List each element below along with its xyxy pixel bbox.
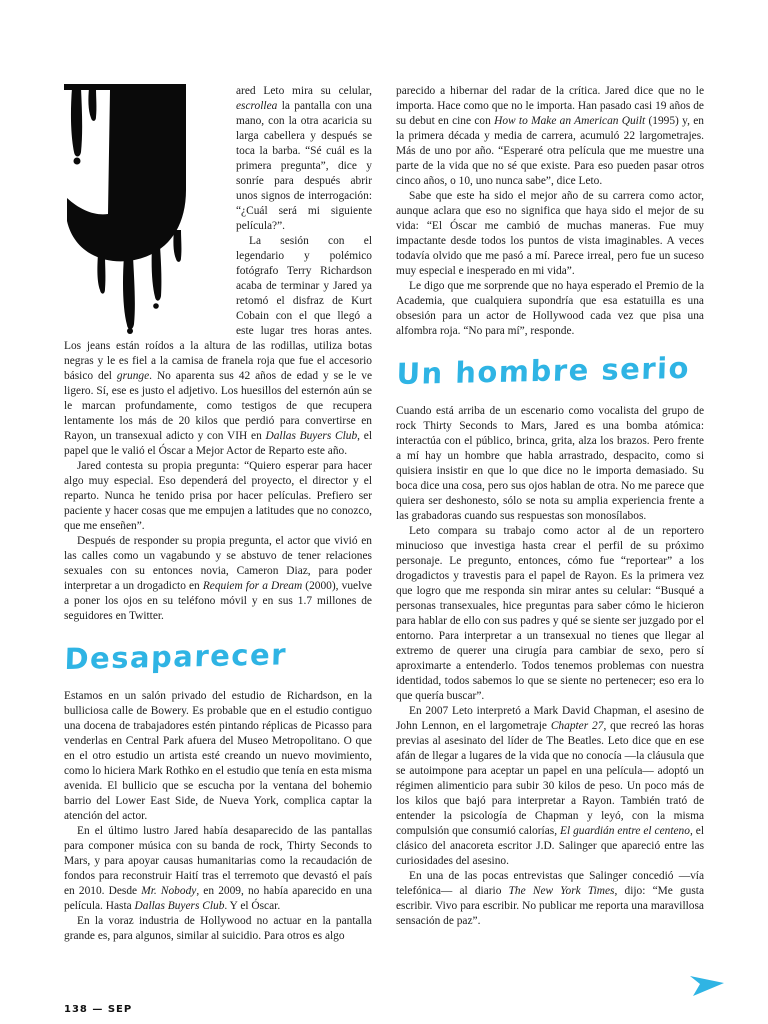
section-heading-un-hombre-serio: Un hombre serio xyxy=(395,350,691,392)
next-page-arrow-icon[interactable] xyxy=(690,972,724,998)
section-desaparecer xyxy=(64,689,372,944)
page-footer xyxy=(64,1004,132,1015)
paragraph: Después de responder su propia pregunta, el actor que vivió en las calles como un vagabundo y se abstuvo de tener relaciones sexuales con su entonces novia, Cameron Diaz, para poder interpretar a un drogadicto en Requiem for a Dream (2000), vuelve a poner los ojos en su teléfono móvil y en sus 1.7 millones de seguidores en Twitter. xyxy=(64,535,372,622)
paragraph: ared Leto mira su celular, escrollea la pantalla con una mano, con la otra acaricia su larga cabellera y después se toca la barba. “Sé cuál es la primera pregunta”, dice y sonríe para después abrir unos signos de interrogación: “¿Cuál será mi siguiente película?”. xyxy=(236,85,372,232)
paragraph: En el último lustro Jared había desaparecido de las pantallas para componer música con su banda de rock, Thirty Seconds to Mars, y para apoyar causas humanitarias como la recaudación de fondos para reconstruir Haití tras el terremoto que devastó el país en 2010. Desde Mr. Nobody, en 2009, no había aparecido en una película. Hasta Dallas Buyers Club. Y el Óscar. xyxy=(64,824,372,912)
paragraph: En 2007 Leto interpretó a Mark David Chapman, el asesino de John Lennon, en el largometraje Chapter 27, que recreó las horas previas al asesinato del líder de The Beatles. Leto dice que en ese afán de llegar a lugares de la vida que no conocía —la cláusula que se autoimpone para aceptar un papel en una película— adoptó un régimen alimenticio para subir 30 kilos de peso. Un poco más de los kilos que bajó para interpretar a Rayon. También trató de entender la psicología de Chapman y leyó, con la misma compulsión que consumió calorías, El guardián entre el centeno, el clásico del anacoreta escritor J.D. Salinger que apareció entre las curiosidades del asesino. xyxy=(396,704,704,867)
dropcap-j xyxy=(64,84,224,335)
paragraph: Cuando está arriba de un escenario como vocalista del grupo de rock Thirty Seconds to Mars, Jared es una bomba atómica: interactúa con el público, brinca, grita, alza los brazos. Pero frente a mí hay un hombre que habla arrastrado, despacito, como si quisiera insistir en que lo que dice no le importa demasiado. Su boca dice una cosa, pero sus ojos hablan de otra. No me parece que quiera ser deshonesto, sólo se nota su amplia experiencia frente a las grabadoras cuando sus respuestas son monosílabos. xyxy=(396,404,704,522)
paragraph: Le digo que me sorprende que no haya esperado el Premio de la Academia, que cualquiera supondría que esa estatuilla es una obsesión para un actor de Hollywood cada vez que pisa una alfombra roja. “No para mí”, responde. xyxy=(396,280,704,337)
continuation-section xyxy=(396,84,704,339)
paragraph: parecido a hibernar del radar de la crítica. Jared dice que no le importa. Hace como que no le importa. Han pasado casi 19 años de su debut en cine con How to Make an American Quilt (1995) y, en la primera década y media de carrera, acumuló 22 largometrajes. Más de uno por año. “Esperaré otra película que me muestre una parte de la vida que no sé que existe. Para eso pueden pasar otros cinco años, o 10, uno nunca sabe”, dice Leto. xyxy=(396,85,704,187)
column-right xyxy=(396,84,704,996)
section-heading-desaparecer: Desaparecer xyxy=(64,637,288,677)
paragraph: Sabe que este ha sido el mejor año de su carrera como actor, aunque aclara que eso no significa que haya sido el mejor de su vida: “El Óscar me cambió de muchas maneras. Fue muy impactante desde todos los puntos de vista imaginables. A veces todavía olvido que me pasó a mí. Parece irreal, pero fue un suceso muy especial e inesperado en mi vida”. xyxy=(396,190,704,277)
paragraph: La sesión con el legendario y polémico fotógrafo Terry Richardson acaba de terminar y Jared ya retomó el disfraz de Kurt Cobain con el que llegó a este lugar tres horas antes. Los jeans están roídos a la altura de las rodillas, utiliza botas negras y le es fiel a la camisa de franela roja que fue el accesorio básico del grunge. No aparenta sus 42 años de edad y se le ve ligero. Sí, ese es justo el adjetivo. Los huesillos del esternón aún se le marcan profundamente, como testigos de que recupera lentamente los más de 20 kilos que perdió para convertirse en Rayon, un transexual adicto y con VIH en Dallas Buyers Club, el papel que le valió el Óscar a Mejor Actor de Reparto este año. xyxy=(64,235,373,457)
column-left xyxy=(64,84,372,996)
paragraph: Leto compara su trabajo como actor al de un reportero minucioso que investiga hasta crear el perfil de su próximo personaje. Le pregunto, entonces, cómo fue “reportear” a los drogadictos y travestis para el papel de Rayon. Es la primera vez que logro que me responda sin mirar antes su celular: “Busqué a personas transexuales, hice preguntas para saber cómo le hicieron para hablar de ello con sus padres y qué se siente ser juzgado por el entorno. Para interpretar a un transexual no tienes que llegar al extremo de querer una cirugía para cambiar de sexo, pero sí aproximarte a entenderlo. Todos tenemos problemas con nuestra identidad, todos sabemos lo que se siente no pertenecer; eso era lo que quería buscar”. xyxy=(396,524,704,702)
article-body xyxy=(64,84,704,996)
paragraph: En la voraz industria de Hollywood no actuar en la pantalla grande es, para algunos, similar al suicidio. Para otros es algo xyxy=(64,914,372,942)
section-un-hombre-serio xyxy=(396,404,704,929)
dripping-j-icon xyxy=(64,84,224,335)
paragraph: Estamos en un salón privado del estudio de Richardson, en la bulliciosa calle de Bowery. Es probable que en el estudio contiguo una docena de trabajadores estén pintando réplicas de Picasso para venderlas en Central Park afuera del Museo Metropolitano. O que en el otro estudio un artista esté creando un nuevo movimiento, como lo hiciera Mark Rothko en el estudio que tenía en esta misma avenida. El bullicio que se escucha por la ventana del bohemio barrio del Lower East Side, de Nueva York, complica captar la atención del actor. xyxy=(64,689,372,822)
paragraph: Jared contesta su propia pregunta: “Quiero esperar para hacer algo muy especial. Eso dependerá del proyecto, el director y el reparto. Nunca he tenido prisa por hacer películas. Prefiero ser paciente y hacer cosas que me empujen a latitudes que no conozco, que me enseñen”. xyxy=(64,460,372,532)
paragraph: En una de las pocas entrevistas que Salinger concedió —vía telefónica— al diario The New York Times, dijo: “Me gusta escribir. Vivo para escribir. No publicar me reporta una maravillosa sensación de paz”. xyxy=(396,869,704,927)
page-number: 138 — SEP xyxy=(64,1004,133,1015)
